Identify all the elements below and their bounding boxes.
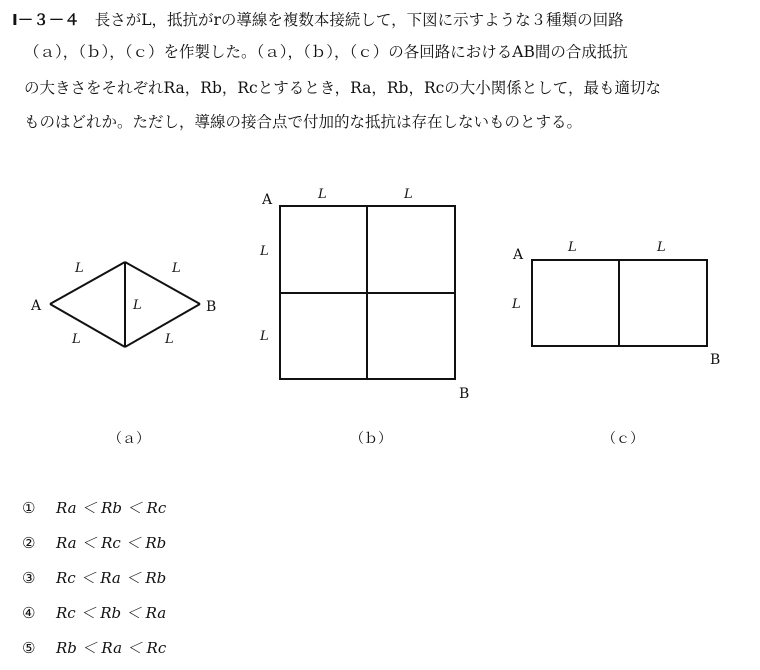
caption-a: （ａ） <box>108 431 150 447</box>
circuit-b-length-label: L <box>318 187 327 202</box>
question-number: Ⅰ－３－４ <box>12 11 80 29</box>
circuit-a-length-label: L <box>133 298 142 313</box>
question-line-4: ものはどれか。ただし，導線の接合点で付加的な抵抗は存在しないものとする。 <box>24 113 583 131</box>
choice-number: ③ <box>22 569 36 587</box>
circuit-c-length-label: L <box>657 240 666 255</box>
choice-expression: Ra ＜ Rc ＜ Rb <box>56 534 167 552</box>
choice-expression: Ra ＜ Rb ＜ Rc <box>56 499 167 517</box>
circuit-b-length-label: L <box>260 329 269 344</box>
circuit-b-terminal-a: A <box>262 192 273 208</box>
circuit-c-terminal-a: A <box>513 247 524 263</box>
choice-number: ⑤ <box>22 639 36 657</box>
choice-expression: Rb ＜ Ra ＜ Rc <box>56 639 167 657</box>
question-line-2: （ａ），（ｂ），（ｃ）を作製した。（ａ），（ｂ），（ｃ）の各回路におけるAB間の合成抵抗 <box>24 43 628 61</box>
circuit-a-length-label: L <box>172 261 181 276</box>
choice-4[interactable] <box>22 602 166 623</box>
choice-1[interactable] <box>22 497 166 518</box>
wire-a-lower-left <box>50 304 125 347</box>
choice-expression: Rc ＜ Ra ＜ Rb <box>56 569 167 587</box>
circuit-b <box>280 206 455 379</box>
choice-3[interactable] <box>22 567 166 588</box>
circuit-b-terminal-b: B <box>459 386 470 402</box>
circuit-c-terminal-b: B <box>710 352 721 368</box>
choice-number: ① <box>22 499 36 517</box>
choice-number: ④ <box>22 604 36 622</box>
circuit-a-length-label: L <box>165 332 174 347</box>
wire-a-upper-left <box>50 262 125 304</box>
circuit-a-terminal-b: B <box>206 299 217 315</box>
circuit-c <box>532 260 707 346</box>
circuit-b-length-label: L <box>260 244 269 259</box>
choice-2[interactable] <box>22 532 166 553</box>
circuit-a-length-label: L <box>72 332 81 347</box>
circuit-a-length-label: L <box>75 261 84 276</box>
choice-5[interactable] <box>22 637 166 658</box>
question-line-1: Ⅰ－３－４ 長さがL，抵抗がrの導線を複数本接続して，下図に示すような３種類の回路 <box>12 11 624 29</box>
circuit-a-terminal-a: A <box>31 298 42 314</box>
circuit-c-length-label: L <box>568 240 577 255</box>
choice-number: ② <box>22 534 36 552</box>
circuit-c-length-label: L <box>512 297 521 312</box>
caption-b: （ｂ） <box>350 431 392 447</box>
question-line-3: の大きさをそれぞれRa，Rb，Rcとするとき，Ra，Rb，Rcの大小関係として，最も適切な <box>24 79 661 97</box>
choice-expression: Rc ＜ Rb ＜ Ra <box>56 604 167 622</box>
circuit-b-length-label: L <box>404 187 413 202</box>
caption-c: （ｃ） <box>602 431 644 447</box>
